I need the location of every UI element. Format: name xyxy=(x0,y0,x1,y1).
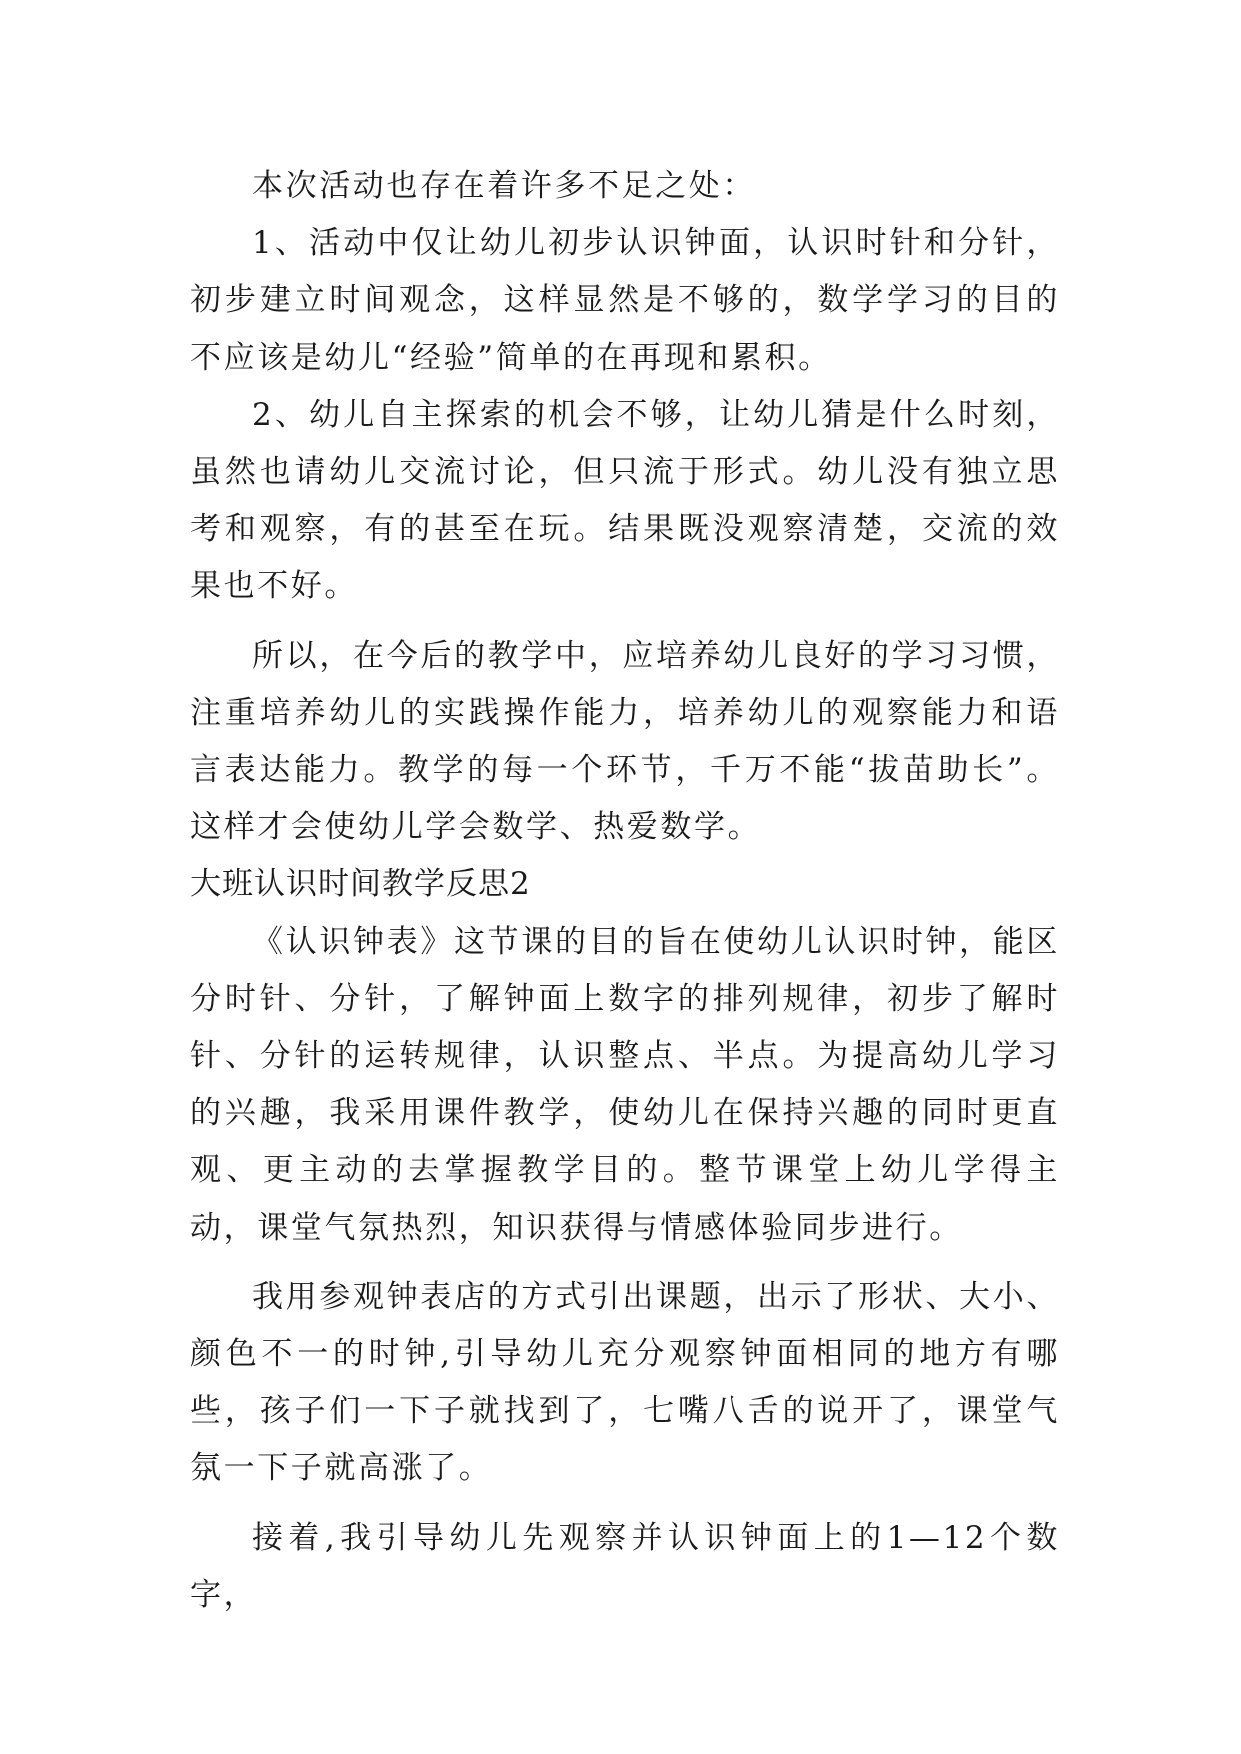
paragraph-point-2: 2、幼儿自主探索的机会不够，让幼儿猜是什么时刻，虽然也请幼儿交流讨论，但只流于形式。幼儿没有独立思考和观察，有的甚至在玩。结果既没观察清楚，交流的效果也不好。 xyxy=(190,396,1060,605)
document-body xyxy=(190,158,1060,1624)
paragraph-section2-3: 接着,我引导幼儿先观察并认识钟面上的1—12个数字， xyxy=(190,1519,1060,1613)
paragraph-point-1: 1、活动中仅让幼儿初步认识钟面，认识时针和分针，初步建立时间观念，这样显然是不够的，数学学习的目的不应该是幼儿“经验”简单的在再现和累积。 xyxy=(190,225,1060,376)
paragraph-intro: 本次活动也存在着许多不足之处： xyxy=(252,168,756,204)
paragraph-conclusion: 所以，在今后的教学中，应培养幼儿良好的学习习惯，注重培养幼儿的实践操作能力，培养幼儿的观察能力和语言表达能力。教学的每一个环节，千万不能“拔苗助长”。这样才会使幼儿学会数学、热爱数学。 xyxy=(190,637,1060,846)
paragraph-section2-2: 我用参观钟表店的方式引出课题，出示了形状、大小、颜色不一的时钟,引导幼儿充分观察钟面相同的地方有哪些，孩子们一下子就找到了，七嘴八舌的说开了，课堂气氛一下子就高涨了。 xyxy=(190,1278,1060,1487)
paragraph-section2-1: 《认识钟表》这节课的目的旨在使幼儿认识时钟，能区分时针、分针，了解钟面上数字的排列规律，初步了解时针、分针的运转规律，认识整点、半点。为提高幼儿学习的兴趣，我采用课件教学，使幼儿在保持兴趣的同时更直观、更主动的去掌握教学目的。整节课堂上幼儿学得主动，课堂气氛热烈，知识获得与情感体验同步进行。 xyxy=(190,923,1060,1246)
section-heading: 大班认识时间教学反思2 xyxy=(190,866,531,903)
